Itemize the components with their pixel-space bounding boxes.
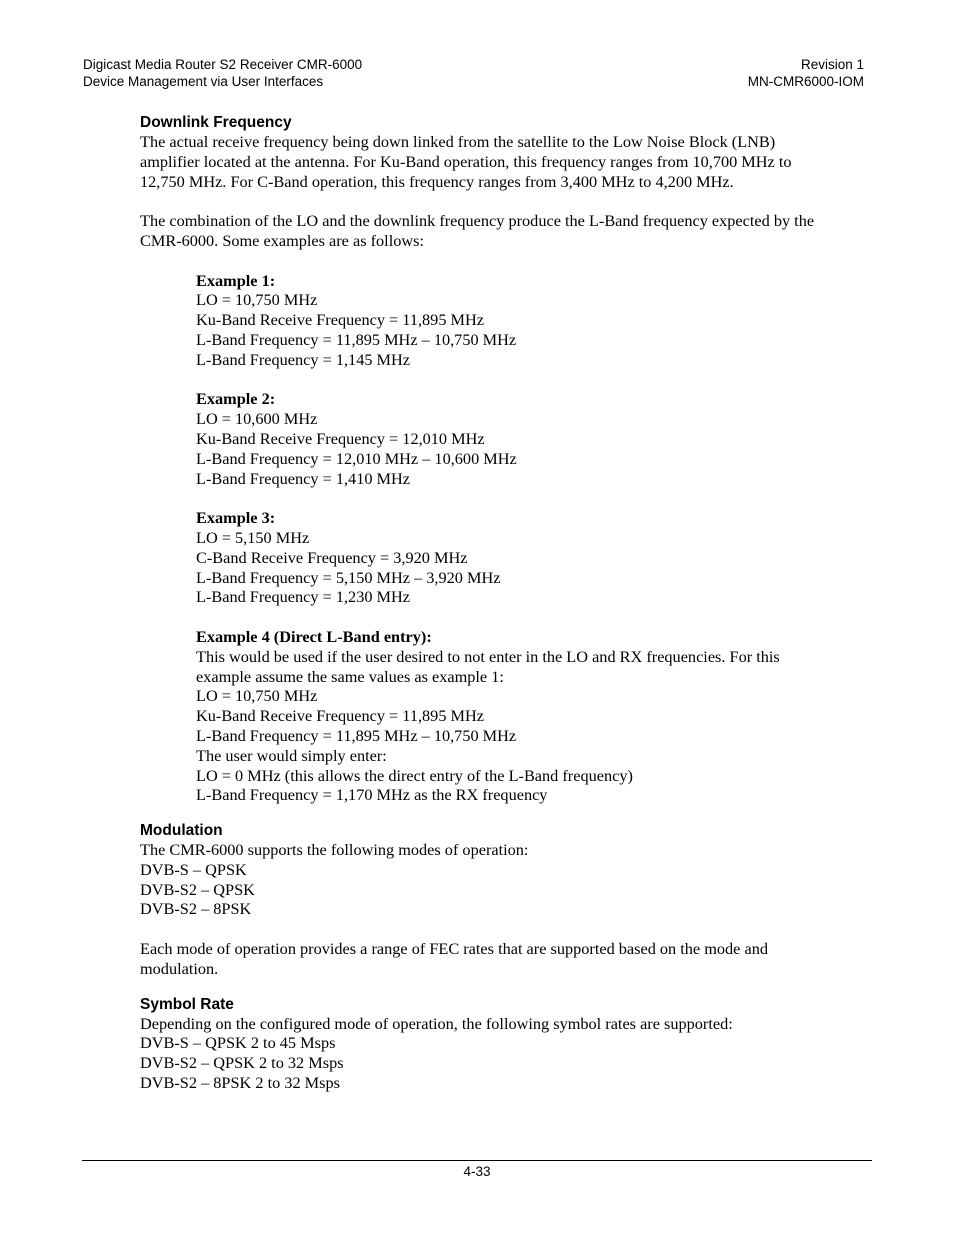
modulation-paragraph-2: Each mode of operation provides a range of FEC rates that are supported based on the mode and modulation. — [140, 939, 768, 978]
page-body — [140, 113, 870, 1093]
example-title: Example 2: — [196, 389, 276, 409]
example-1: Example 1: LO = 10,750 MHz Ku-Band Receive Frequency = 11,895 MHz L-Band Frequency = 11,895 MHz – 10,750 MHz L-Band Frequency = 1,145 MHz — [196, 271, 870, 370]
page-header-right — [748, 56, 864, 90]
document-number: MN-CMR6000-IOM — [747, 74, 864, 89]
example-4: Example 4 (Direct L-Band entry): This would be used if the user desired to not enter in the LO and RX frequencies. For this example assume the same values as example 1: LO = 10,750 MHz Ku-Band Receive Frequency = 11,895 MHz L-Band Frequency = 11,895 MHz – 10,750 MHz The user would simply enter: LO = 0 MHz (this allows the direct entry of the L-Band frequency) L-Band Frequency = 1,170 MHz as the RX frequency — [196, 627, 870, 805]
symbol-rate-heading: Symbol Rate — [140, 995, 234, 1013]
footer-divider — [82, 1160, 872, 1161]
downlink-heading: Downlink Frequency — [140, 114, 292, 131]
revision-label: Revision 1 — [800, 57, 864, 72]
symbol-rate-list: Depending on the configured mode of operation, the following symbol rates are supported: DVB-S – QPSK 2 to 45 Msps DVB-S2 – QPSK 2 to 32 Msps DVB-S2 – 8PSK 2 to 32 Msps — [140, 1013, 733, 1093]
downlink-paragraph-1: The actual receive frequency being down linked from the satellite to the Low Noise Block (LNB) amplifier located at the antenna. For Ku-Band operation, this frequency ranges from 10,700 MHz to 12,750 MHz. For C-Band operation, this frequency ranges from 3,400 MHz to 4,200 MHz. — [140, 132, 792, 191]
page-number: 4-33 — [463, 1164, 491, 1179]
modulation-list: The CMR-6000 supports the following modes of operation: DVB-S – QPSK DVB-S2 – QPSK DVB-S2 – 8PSK — [140, 840, 529, 919]
example-title: Example 3: — [196, 508, 276, 528]
example-title: Example 1: — [196, 270, 276, 290]
downlink-paragraph-2: The combination of the LO and the downlink frequency produce the L-Band frequency expected by the CMR-6000. Some examples are as follows: — [140, 211, 815, 250]
example-2: Example 2: LO = 10,600 MHz Ku-Band Receive Frequency = 12,010 MHz L-Band Frequency = 12,010 MHz – 10,600 MHz L-Band Frequency = 1,410 MHz — [196, 389, 870, 488]
example-3: Example 3: LO = 5,150 MHz C-Band Receive Frequency = 3,920 MHz L-Band Frequency = 5,150 MHz – 3,920 MHz L-Band Frequency = 1,230 MHz — [196, 508, 870, 607]
modulation-heading: Modulation — [140, 822, 223, 840]
example-title: Example 4 (Direct L-Band entry): — [196, 626, 432, 646]
page-header-left — [83, 56, 362, 90]
document-title: Digicast Media Router S2 Receiver CMR-6000 — [83, 57, 363, 72]
chapter-title: Device Management via User Interfaces — [83, 74, 324, 89]
